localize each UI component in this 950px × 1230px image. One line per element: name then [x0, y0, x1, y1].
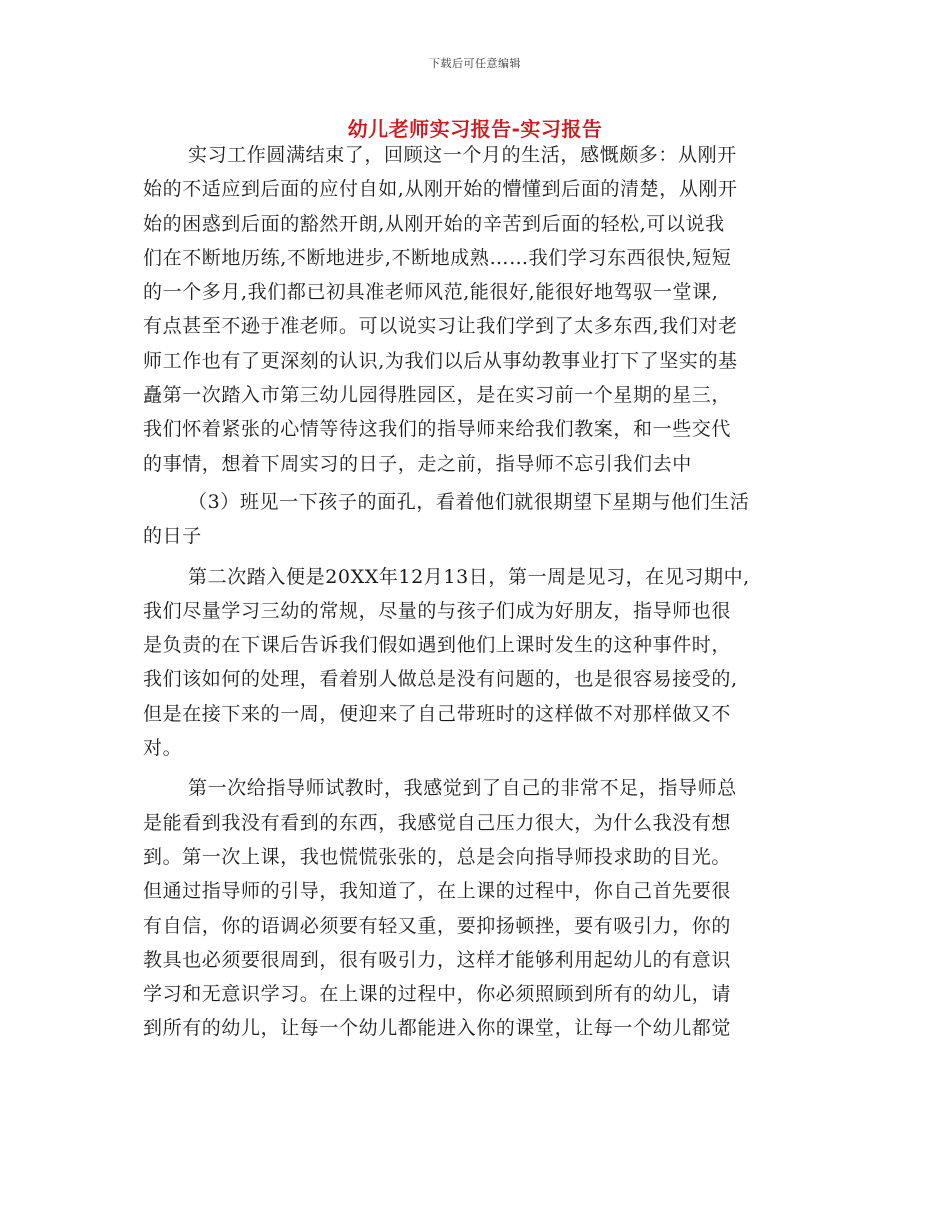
body-line: 是负责的在下课后告诉我们假如遇到他们上课时发生的这种事件时， [143, 634, 732, 657]
body-line: 有点甚至不逊于准老师。可以说实习让我们学到了太多东西,我们对老 [143, 315, 738, 338]
body-line: 到。第一次上课，我也慌慌张张的，总是会向指导师投求助的目光。 [143, 845, 732, 868]
body-line: 有自信，你的语调必须要有轻又重，要抑扬顿挫，要有吸引力，你的 [143, 914, 732, 937]
body-line: 始的困惑到后面的豁然开朗,从刚开始的辛苦到后面的轻松,可以说我 [143, 212, 725, 235]
header-note: 下载后可任意编辑 [429, 57, 521, 70]
body-line: 是能看到我没有看到的东西，我感觉自己压力很大，为什么我没有想 [143, 811, 732, 834]
body-line: 我们怀着紧张的心情等待这我们的指导师来给我们教案，和一些交代 [143, 418, 732, 441]
body-line: 始的不适应到后面的应付自如,从刚开始的懵懂到后面的清楚，从刚开 [143, 178, 738, 201]
body-line: 们在不断地历练,不断地进步,不断地成熟……我们学习东西很快,短短 [143, 246, 732, 269]
body-line: 但通过指导师的引导，我知道了，在上课的过程中，你自己首先要很 [143, 880, 732, 903]
body-line: 对。 [143, 737, 183, 760]
body-line: 我们该如何的处理，看着别人做总是没有问题的，也是很容易接受的, [143, 668, 738, 691]
body-line: 学习和无意识学习。在上课的过程中，你必须照顾到所有的幼儿，请 [143, 983, 732, 1006]
body-line: 矗第一次踏入市第三幼儿园得胜园区，是在实习前一个星期的星三， [143, 384, 732, 407]
body-line: 师工作也有了更深刻的认识,为我们以后从事幼教事业打下了坚实的基 [143, 349, 738, 372]
body-line: 第二次踏入便是20XX年12月13日，第一周是见习，在见习期中, [188, 565, 750, 588]
body-line: （3）班见一下孩子的面孔，看着他们就很期望下星期与他们生活 [188, 490, 750, 513]
body-line: 的日子 [143, 525, 202, 548]
body-line: 我们尽量学习三幼的常规，尽量的与孩子们成为好朋友，指导师也很 [143, 599, 732, 622]
body-line: 第一次给指导师试教时，我感觉到了自己的非常不足，指导师总 [188, 777, 737, 800]
body-line: 的一个多月,我们都已初具准老师风范,能很好,能很好地驾驭一堂课, [143, 281, 719, 304]
document-title: 幼儿老师实习报告-实习报告 [347, 117, 603, 141]
body-line: 的事情，想着下周实习的日子，走之前，指导师不忘引我们去中 [143, 452, 692, 475]
body-line: 到所有的幼儿，让每一个幼儿都能进入你的课堂，让每一个幼儿都觉 [143, 1017, 732, 1040]
body-line: 但是在接下来的一周，便迎来了自己带班时的这样做不对那样做又不 [143, 702, 732, 725]
document-body [143, 138, 823, 1046]
body-line: 教具也必须要很周到，很有吸引力，这样才能够利用起幼儿的有意识 [143, 948, 732, 971]
body-line: 实习工作圆满结束了，回顾这一个月的生活，感慨颇多：从刚开 [188, 144, 737, 166]
